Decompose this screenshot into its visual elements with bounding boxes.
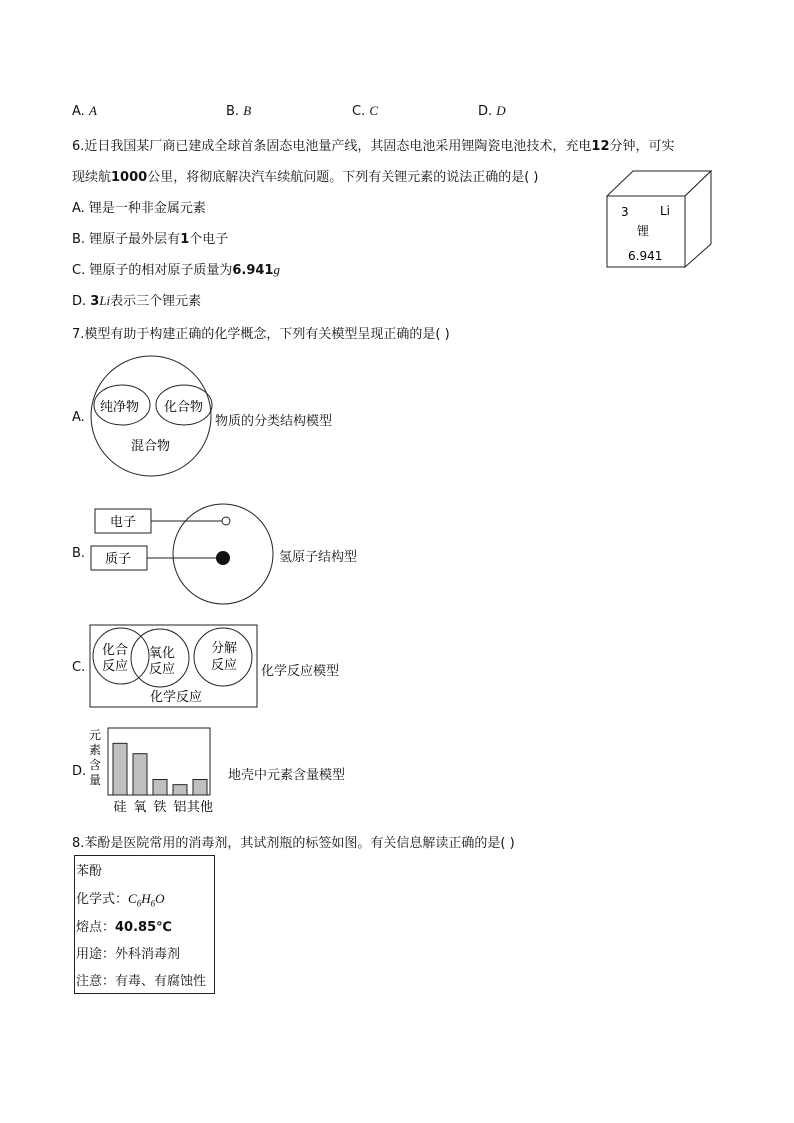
lithium-element-cube xyxy=(600,164,720,274)
q6-stem-line2: 现续航1000公里，将彻底解决汽车续航问题。下列有关锂元素的说法正确的是( ) xyxy=(72,170,539,185)
tick-label-4: 铝 xyxy=(173,800,187,815)
q7-b-letter: B. xyxy=(72,546,86,561)
tick-label-1: 硅 xyxy=(113,800,127,815)
label-mixture: 混合物 xyxy=(131,439,171,454)
label-decomposition-1: 分解 xyxy=(211,641,238,656)
label-pure-substance: 纯净物 xyxy=(100,400,140,415)
q7-a-caption: 物质的分类结构模型 xyxy=(215,414,333,429)
label-formula: 化学式：$C_6H_6O$ xyxy=(76,891,165,909)
label-proton: 质子 xyxy=(105,552,132,567)
q7-c-caption: 化学反应模型 xyxy=(261,664,340,679)
hydrogen-atom-diagram xyxy=(88,500,278,608)
q6-option-d: D. 3Li表示三个锂元素 xyxy=(72,293,202,309)
label-decomposition-2: 反应 xyxy=(211,658,238,673)
tick-label-2: 氧 xyxy=(133,800,147,815)
q6-option-a: A. 锂是一种非金属元素 xyxy=(72,201,206,216)
element-number: 3 xyxy=(621,205,629,219)
q7-d-caption: 地壳中元素含量模型 xyxy=(228,768,346,783)
bar-4 xyxy=(173,785,187,795)
crust-element-chart xyxy=(86,724,226,816)
q7-c-letter: C. xyxy=(72,660,86,675)
ylabel-char-4: 量 xyxy=(89,773,102,787)
tick-label-5: 其他 xyxy=(186,800,214,815)
q6-option-c: C. 锂原子的相对原子质量为6.941g xyxy=(72,262,280,278)
q7-a-letter: A. xyxy=(72,410,85,425)
label-combination-1: 化合 xyxy=(102,643,129,658)
label-name: 苯酚 xyxy=(76,864,103,879)
label-use: 用途：外科消毒剂 xyxy=(76,947,181,962)
label-chemical-reaction: 化学反应 xyxy=(150,690,203,705)
ylabel-char-2: 素 xyxy=(89,743,102,757)
element-symbol: Li xyxy=(660,204,671,218)
q5-option-b: B. B xyxy=(226,103,252,119)
bar-3 xyxy=(153,780,167,796)
label-compound: 化合物 xyxy=(164,400,204,415)
formula-c: $C_6H_6O$ xyxy=(128,891,165,909)
ylabel-char-3: 含 xyxy=(89,758,102,772)
q6-option-b: B. 锂原子最外层有1个电子 xyxy=(72,232,229,247)
ylabel-char-1: 元 xyxy=(89,728,102,742)
phenol-label-box xyxy=(74,855,215,994)
q6-stem-line1: 6.近日我国某厂商已建成全球首条固态电池量产线，其固态电池采用锂陶瓷电池技术，充电12分钟，可实 xyxy=(72,139,675,154)
q7-b-caption: 氢原子结构型 xyxy=(279,550,358,565)
label-oxidation-1: 氧化 xyxy=(149,646,176,661)
q5-option-d: D. D xyxy=(478,103,506,119)
bar-5 xyxy=(193,780,207,796)
q7-d-letter: D. xyxy=(72,764,87,779)
bar-1 xyxy=(113,743,127,795)
q8-stem: 8.苯酚是医院常用的消毒剂，其试剂瓶的标签如图。有关信息解读正确的是( ) xyxy=(72,836,515,851)
q5-option-c: C. C xyxy=(352,103,379,119)
classification-diagram xyxy=(86,350,216,482)
element-mass: 6.941 xyxy=(628,249,663,263)
label-melting-point: 熔点：40.85℃ xyxy=(76,920,172,935)
label-note: 注意：有毒、有腐蚀性 xyxy=(76,974,207,989)
element-name: 锂 xyxy=(637,224,650,238)
label-oxidation-2: 反应 xyxy=(149,662,176,677)
q7-stem: 7.模型有助于构建正确的化学概念，下列有关模型呈现正确的是( ) xyxy=(72,327,450,342)
bar-2 xyxy=(133,754,147,795)
chemical-reaction-diagram xyxy=(88,623,260,709)
proton-dot xyxy=(216,551,230,565)
electron-dot xyxy=(222,517,230,525)
q5-option-a: A. A xyxy=(72,103,97,119)
label-electron: 电子 xyxy=(110,515,137,530)
label-combination-2: 反应 xyxy=(102,659,129,674)
tick-label-3: 铁 xyxy=(153,800,167,815)
